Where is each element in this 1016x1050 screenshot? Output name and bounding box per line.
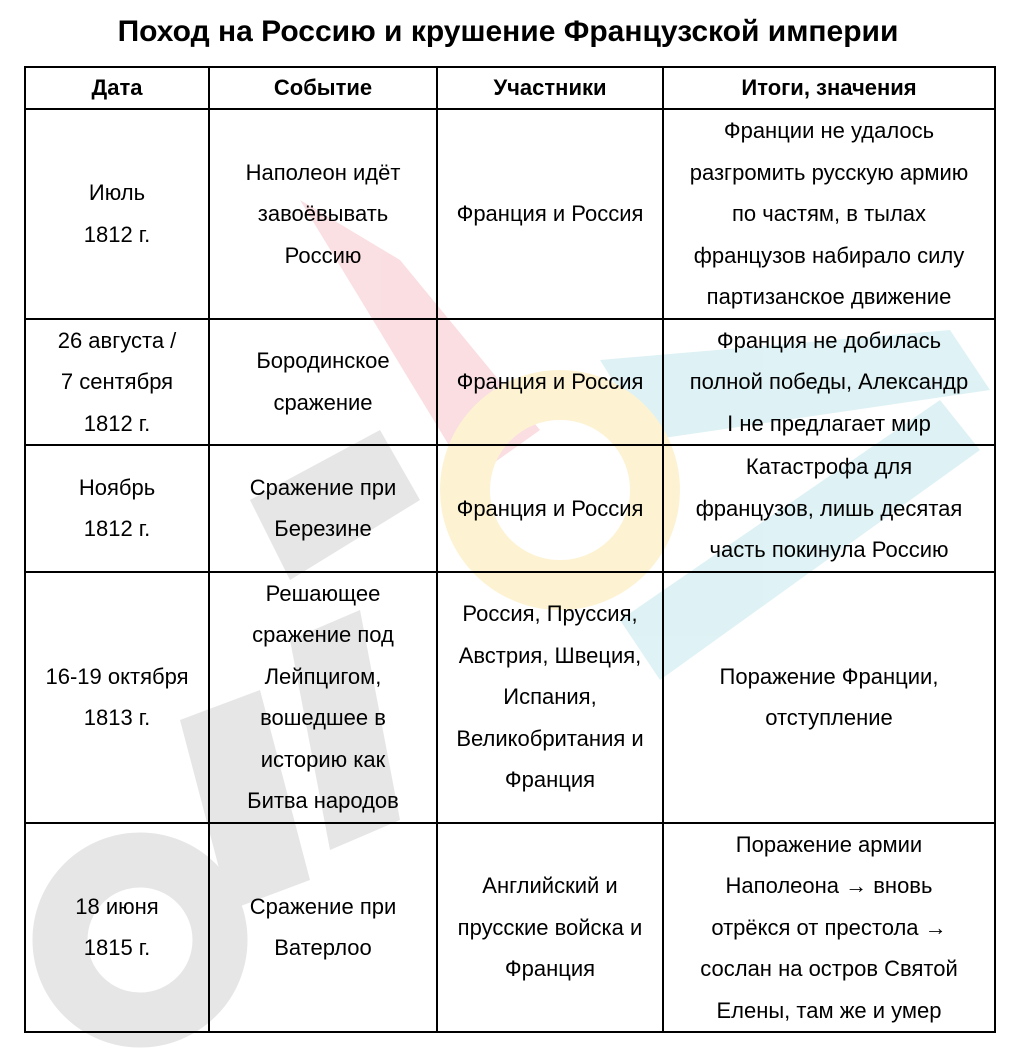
cell-date-text: 18 июня 1815 г. [75,893,159,961]
column-header-event: Событие [209,67,437,109]
cell-participants [437,823,663,1033]
cell-participants-text: Английский и прусские войска и Франция [457,873,643,981]
cell-event-text: Решающее сражение под Лейпцигом, вошедшее в историю как Битва народов [247,580,399,813]
table-row [25,445,995,572]
cell-event [209,319,437,446]
table-header-row [25,67,995,109]
cell-event-text: Сражение при Березине [249,474,397,542]
cell-event [209,823,437,1033]
table-row [25,319,995,446]
cell-results [663,445,995,572]
cell-event-text: Наполеон идёт завоёвывать Россию [245,159,401,268]
cell-results [663,319,995,446]
cell-results-text: Поражение Франции, отступление [719,663,939,730]
cell-date-text: 16-19 октября 1813 г. [45,663,189,730]
cell-participants [437,109,663,319]
cell-results-text: Поражение армии Наполеона → вновь отрёкся от престола → сослан на остров Святой Елены, там же и умер [700,831,958,1023]
cell-date [25,572,209,823]
table-row [25,109,995,319]
cell-participants-text: Россия, Пруссия, Австрия, Швеция, Испания, Великобритания и Франция [456,601,644,793]
cell-results [663,109,995,319]
cell-participants [437,572,663,823]
cell-participants-text: Франция и Россия [456,201,644,226]
column-header-results: Итоги, значения [663,67,995,109]
cell-participants-text: Франция и Россия [456,369,644,394]
cell-participants [437,445,663,572]
column-header-participants: Участники [437,67,663,109]
cell-results [663,572,995,823]
cell-results-text: Франции не удалось разгромить русскую армию по частям, в тылах французов набирало силу партизанское движение [689,118,969,309]
page-title: Поход на Россию и крушение Французской империи [117,15,899,48]
cell-event-text: Сражение при Ватерлоо [249,893,397,961]
history-table [24,66,996,1033]
cell-results-text: Катастрофа для французов, лишь десятая часть покинула Россию [695,454,963,562]
table-row [25,823,995,1033]
cell-participants [437,319,663,446]
cell-event [209,445,437,572]
cell-results-text: Франция не добилась полной победы, Александр I не предлагает мир [689,327,969,436]
column-header-date: Дата [25,67,209,109]
cell-date [25,823,209,1033]
cell-date [25,109,209,319]
cell-event [209,109,437,319]
cell-results [663,823,995,1033]
cell-date-text: 26 августа / 7 сентября 1812 г. [57,327,177,436]
cell-date [25,445,209,572]
table-row [25,572,995,823]
cell-event-text: Бородинское сражение [256,348,390,415]
cell-date [25,319,209,446]
cell-event [209,572,437,823]
cell-participants-text: Франция и Россия [456,495,644,521]
cell-date-text: Ноябрь 1812 г. [78,474,156,542]
cell-date-text: Июль 1812 г. [83,180,151,247]
